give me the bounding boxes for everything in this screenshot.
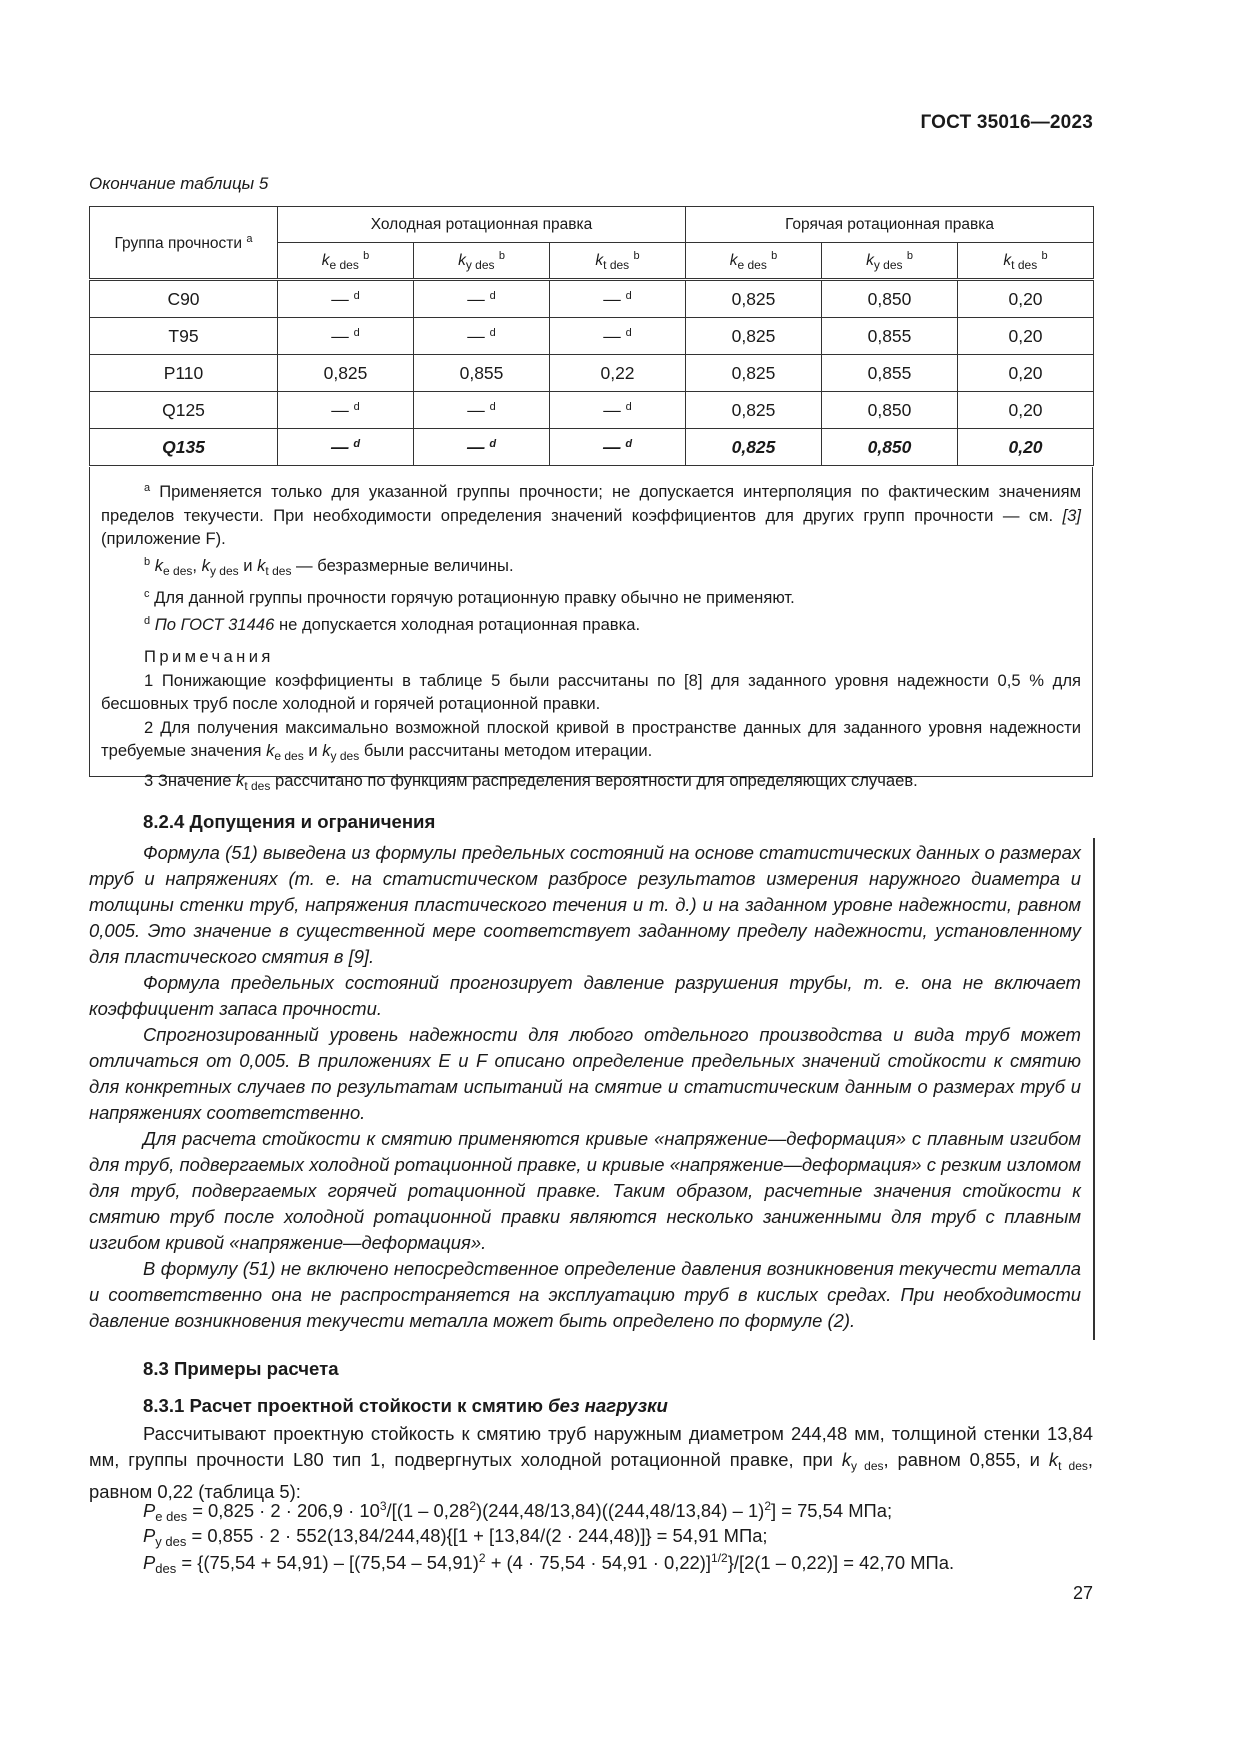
table-row: C90 — $^d$ — $^d$ — $^d$ 0,825 0,850 0,20 <box>90 280 1094 318</box>
note-3: 3 Значение $k_{t des}$ рассчитано по функциям распределения вероятности для определяющих случаев. <box>144 770 918 793</box>
notes-title: Примечания <box>144 647 274 666</box>
table-row: T95 — $^d$ — $^d$ — $^d$ 0,825 0,855 0,20 <box>90 318 1094 355</box>
header-cold-k-e: $k_{e des}$ $^b$ <box>278 243 414 280</box>
footnote-d: $^d$ По ГОСТ 31446 не допускается холодная ротационная правка. <box>144 614 641 634</box>
header-strength-group: Группа прочности $^a$ <box>90 207 278 280</box>
page-number: 27 <box>1072 1583 1093 1603</box>
heading-8-3: 8.3 Примеры расчета <box>143 1358 339 1379</box>
paragraph: В формулу (51) не включено непосредственное определение давления возникновения текучести металла и соответственно она не распространяется на эксплуатацию труб в кислых средах. При необходимости давление возникновения текучести металла может быть определено по формуле (2). <box>89 1258 1081 1331</box>
document-code: ГОСТ 35016—2023 <box>920 112 1093 133</box>
table-row: Q135 — $^d$ — $^d$ — $^d$ 0,825 0,850 0,20 <box>90 429 1094 466</box>
formula-p-e-des: $P_{e des} = 0,825 \cdot 2 \cdot 206,9 \cdot 10^3/[(1 - 0,28^2)(244,48/13,84)((244,48/13,84) - 1)^2] = 75,54$ МПа; <box>143 1499 893 1524</box>
paragraph: Формула предельных состояний прогнозирует давление разрушения трубы, т. е. она не включает коэффициент запаса прочности. <box>89 972 1081 1019</box>
heading-8-3-1: 8.3.1 Расчет проектной стойкости к смятию без нагрузки <box>143 1395 668 1416</box>
table-row: Q125 — $^d$ — $^d$ — $^d$ 0,825 0,850 0,20 <box>90 392 1094 429</box>
section-8-2-4-body <box>89 840 1081 1334</box>
formula-p-des: $P_{des} = \{(75,54 + 54,91) - [(75,54 - 54,91)^2 + (4 \cdot 75,54 \cdot 54,91 \cdot 0,22)]^{1/2}\}/[2(1 - 0,22)] = 42,70$ МПа. <box>143 1551 955 1576</box>
formula-p-y-des: $P_{y des} = 0,855 \cdot 2 \cdot 552(13,84/244,48)\{[1 + [13,84/(2 \cdot 244,48)]\} = 54,91$ МПа; <box>143 1525 768 1549</box>
note-1: 1 Понижающие коэффициенты в таблице 5 были рассчитаны по [8] для заданного уровня надежности 0,5 % для бесшовных труб после холодной и горячей ротационной правки. <box>101 670 1081 713</box>
header-cold-straightening: Холодная ротационная правка <box>278 207 686 243</box>
heading-8-2-4: 8.2.4 Допущения и ограничения <box>143 811 436 832</box>
change-bar <box>1093 838 1095 1340</box>
coefficients-table <box>89 206 1094 466</box>
table-row: P110 0,825 0,855 0,22 0,825 0,855 0,20 <box>90 355 1094 392</box>
section-8-3-1-body <box>89 1421 1093 1505</box>
footnote-a: $^a$ Применяется только для указанной группы прочности; не допускается интерполяция по фактическим значениям пределов текучести. При необходимости определения значений коэффициентов для других групп прочности — см. [3] (приложение F). <box>101 482 1081 548</box>
header-hot-k-y: $k_{y des}$ $^b$ <box>822 243 958 280</box>
paragraph: Формула (51) выведена из формулы предельных состояний на основе статистических данных о размерах труб и напряжениях (т. е. на статистическом разбросе результатов измерения наружного диаметра и толщины стенки труб, напряжения пластического течения и т. д.) и на заданном уровне надежности, равном 0,005. Это значение в существенной мере соответствует заданному пределу надежности, установленному для пластического смятия в [9]. <box>89 842 1081 967</box>
header-cold-k-t: $k_{t des}$ $^b$ <box>550 243 686 280</box>
footnote-b: $^b$ $k_{e des}$, $k_{y des}$ и $k_{t des}$ — безразмерные величины. <box>144 555 514 578</box>
header-hot-k-e: $k_{e des}$ $^b$ <box>686 243 822 280</box>
paragraph: Рассчитывают проектную стойкость к смятию труб наружным диаметром 244,48 мм, толщиной стенки 13,84 мм, группы прочности L80 тип 1, подвергнутых холодной ротационной правке, при $k_{y des}$, равном 0,855, и $k_{t des}$, равном 0,22 (таблица 5): <box>89 1423 1093 1502</box>
header-hot-k-t: $k_{t des}$ $^b$ <box>958 243 1094 280</box>
table-caption: Окончание таблицы 5 <box>89 174 269 193</box>
table-footnotes <box>89 467 1093 793</box>
header-hot-straightening: Горячая ротационная правка <box>686 207 1094 243</box>
footnote-c: $^c$ Для данной группы прочности горячую ротационную правку обычно не применяют. <box>144 588 795 607</box>
paragraph: Для расчета стойкости к смятию применяются кривые «напряжение—деформация» с плавным изгибом для труб, подвергаемых холодной ротационной правке, и кривые «напряжение—деформация» с резким изломом для труб, подвергаемых горячей ротационной правке. Таким образом, расчетные значения стойкости к смятию труб после холодной ротационной правки являются несколько заниженными для труб с плавным изгибом кривой «напряжение—деформация». <box>89 1128 1081 1253</box>
note-2: 2 Для получения максимально возможной плоской кривой в пространстве данных для заданного уровня надежности требуемые значения $k_{e des}$ и $k_{y des}$ были рассчитаны методом итерации. <box>101 717 1081 763</box>
header-cold-k-y: $k_{y des}$ $^b$ <box>414 243 550 280</box>
paragraph: Спрогнозированный уровень надежности для любого отдельного производства и вида труб может отличаться от 0,005. В приложениях E и F описано определение предельных значений стойкости к смятию для конкретных случаев по результатам испытаний на смятие и статистическим данным о размерах труб и напряжениях соответственно. <box>89 1024 1081 1123</box>
